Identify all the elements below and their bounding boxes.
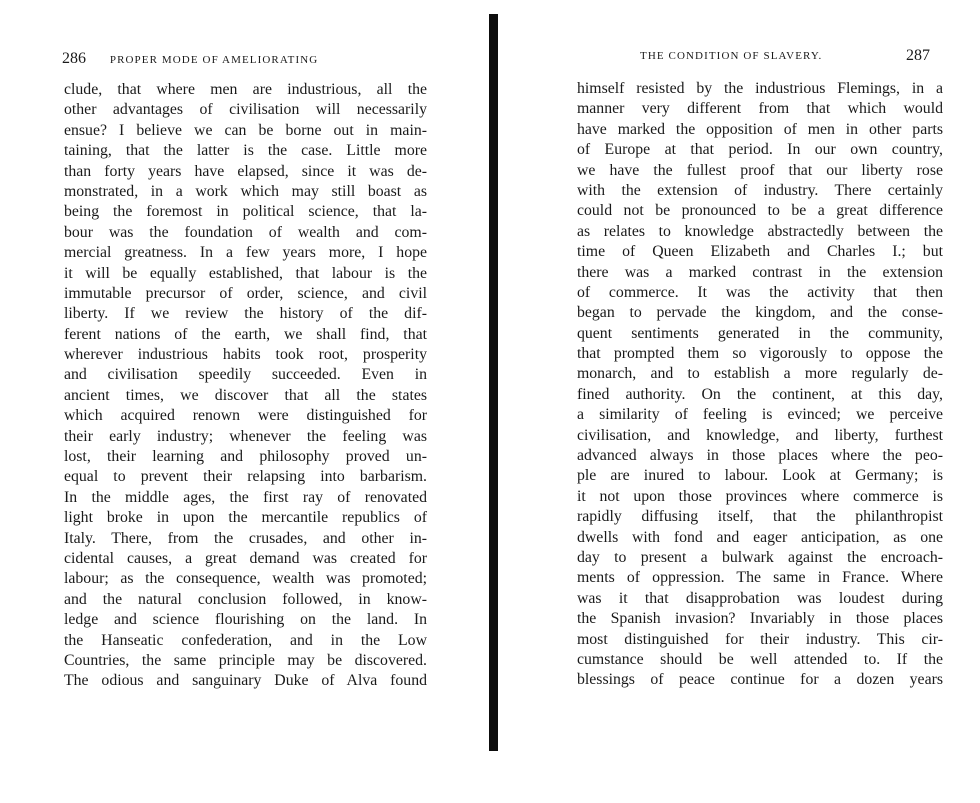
left-running-title: PROPER MODE OF AMELIORATING — [109, 54, 319, 66]
text-line: ledge and science flourishing on the land. In — [64, 611, 427, 629]
text-line: day to present a bulwark against the encroach- — [577, 548, 943, 566]
text-line: other advantages of civilisation will necessarily — [64, 101, 427, 119]
text-line: it will be equally established, that labour is the — [64, 264, 427, 282]
text-line: cumstance should be well attended to. If the — [577, 650, 943, 668]
text-line: clude, that where men are industrious, all the — [64, 81, 427, 98]
text-line: fined authority. On the continent, at this day, — [577, 385, 943, 403]
right-page-number: 287 — [906, 47, 930, 64]
right-running-head — [640, 47, 930, 64]
text-line: The odious and sanguinary Duke of Alva found — [64, 672, 427, 690]
text-line: ferent nations of the earth, we shall find, that — [64, 325, 427, 343]
text-line: as relates to knowledge abstractedly between the — [577, 222, 943, 240]
text-line: could not be pronounced to be a great difference — [577, 202, 943, 220]
text-line: bour was the foundation of wealth and com- — [64, 223, 427, 241]
text-line: with the extension of industry. There certainly — [577, 181, 943, 199]
text-line: was it that disapprobation was loudest during — [577, 589, 943, 607]
text-line: lost, their learning and philosophy proved un- — [64, 448, 427, 466]
left-body-text — [64, 80, 427, 692]
text-line: ple are inured to labour. Look at Germany; is — [577, 467, 943, 485]
text-line: ancient times, we discover that all the states — [64, 386, 427, 404]
text-line: rapidly diffusing itself, that the philanthropist — [577, 508, 943, 526]
text-line: taining, that the latter is the case. Little more — [64, 142, 427, 160]
text-line: advanced always in those places where the peo- — [577, 447, 943, 465]
text-line: we have the fullest proof that our liberty rose — [577, 161, 943, 179]
text-line: there was a marked contrast in the extension — [577, 263, 943, 281]
text-line: civilisation, and knowledge, and liberty, furthest — [577, 426, 943, 444]
text-line: monstrated, in a work which may still boast as — [64, 182, 427, 200]
text-line: being the foremost in political science, that la- — [64, 203, 427, 221]
text-line: Countries, the same principle may be discovered. — [64, 651, 427, 669]
text-line: monarch, and to establish a more regularly de- — [577, 365, 943, 383]
text-line: time of Queen Elizabeth and Charles I.; but — [577, 243, 943, 261]
text-line: that prompted them so vigorously to oppose the — [577, 345, 943, 363]
text-line: have marked the opposition of men in other parts — [577, 120, 943, 138]
text-line: dwells with fond and eager anticipation, as one — [577, 528, 943, 546]
right-running-title: THE CONDITION OF SLAVERY. — [640, 50, 823, 62]
text-line: and the natural conclusion followed, in know- — [64, 590, 427, 608]
right-body-text — [577, 79, 943, 691]
text-line: of Europe at that period. In our own country, — [577, 141, 943, 159]
text-line: himself resisted by the industrious Flemings, in a — [577, 80, 943, 97]
text-line: In the middle ages, the first ray of renovated — [64, 488, 427, 506]
text-line: most distinguished for their industry. This cir- — [577, 630, 943, 648]
text-line: equal to prevent their relapsing into barbarism. — [64, 468, 427, 486]
text-line: blessings of peace continue for a dozen years — [577, 671, 943, 689]
text-line: liberty. If we review the history of the dif- — [64, 305, 427, 323]
text-line: it not upon those provinces where commerce is — [577, 487, 943, 505]
text-line: mercial greatness. In a few years more, I hope — [64, 244, 427, 262]
text-line: which acquired renown were distinguished for — [64, 407, 427, 425]
text-line: Italy. There, from the crusades, and other in- — [64, 529, 427, 547]
text-line: light broke in upon the mercantile republics of — [64, 509, 427, 527]
text-line: their early industry; whenever the feeling was — [64, 427, 427, 445]
text-line: began to pervade the kingdom, and the conse- — [577, 304, 943, 322]
left-running-head — [62, 50, 428, 68]
text-line: than forty years have elapsed, since it was de- — [64, 162, 427, 180]
text-line: cidental causes, a great demand was created for — [64, 549, 427, 567]
text-line: the Spanish invasion? Invariably in those places — [577, 610, 943, 628]
text-line: ments of oppression. The same in France. Where — [577, 569, 943, 587]
text-line: of commerce. It was the activity that then — [577, 283, 943, 301]
text-line: manner very different from that which would — [577, 100, 943, 118]
text-line: immutable precursor of order, science, and civil — [64, 284, 427, 302]
text-line: wherever industrious habits took root, prosperity — [64, 346, 427, 364]
text-line: labour; as the consequence, wealth was promoted; — [64, 570, 427, 588]
text-line: quent sentiments generated in the community, — [577, 324, 943, 342]
text-line: a similarity of feeling is evinced; we perceive — [577, 406, 943, 424]
book-spine — [489, 14, 498, 751]
text-line: and civilisation speedily succeeded. Even in — [64, 366, 427, 384]
left-page-number: 286 — [62, 50, 86, 67]
right-page — [500, 0, 980, 803]
text-line: ensue? I believe we can be borne out in main- — [64, 121, 427, 139]
text-line: the Hanseatic confederation, and in the Low — [64, 631, 427, 649]
